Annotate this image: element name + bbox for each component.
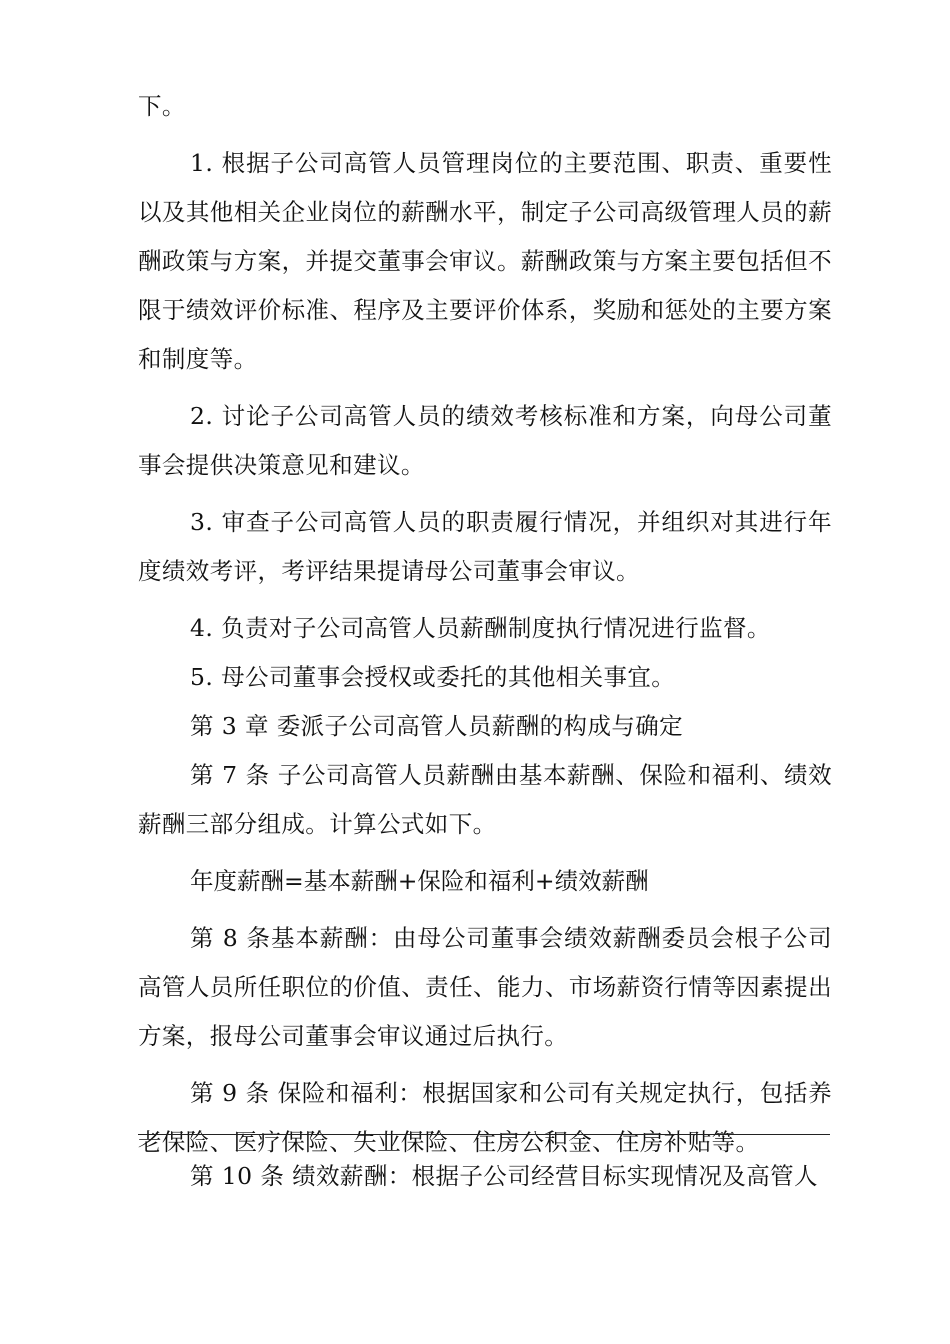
article-9: 第 9 条 保险和福利：根据国家和公司有关规定执行，包括养老保险、医疗保险、失业保险、住房公积金、住房补贴等。: [138, 1079, 832, 1156]
document-body-continued: [138, 1152, 832, 1209]
paragraph-item-2: 2. 讨论子公司高管人员的绩效考核标准和方案，向母公司董事会提供决策意见和建议。: [138, 402, 832, 479]
chapter-3-heading: 第 3 章 委派子公司高管人员薪酬的构成与确定: [190, 712, 684, 740]
paragraph-item-3: 3. 审查子公司高管人员的职责履行情况，并组织对其进行年度绩效考评，考评结果提请母公司董事会审议。: [138, 508, 832, 585]
paragraph-item-5: 5. 母公司董事会授权或委托的其他相关事宜。: [190, 663, 676, 691]
paragraph-continuation: 下。: [138, 92, 186, 120]
article-10: 第 10 条 绩效薪酬：根据子公司经营目标实现情况及高管人: [190, 1162, 818, 1190]
document-body: [138, 82, 832, 1175]
horizontal-divider: [138, 1134, 830, 1135]
article-7: 第 7 条 子公司高管人员薪酬由基本薪酬、保险和福利、绩效薪酬三部分组成。计算公式如下。: [138, 761, 832, 838]
paragraph-item-4: 4. 负责对子公司高管人员薪酬制度执行情况进行监督。: [190, 614, 771, 642]
salary-formula: 年度薪酬=基本薪酬+保险和福利+绩效薪酬: [190, 867, 649, 895]
paragraph-item-1: 1. 根据子公司高管人员管理岗位的主要范围、职责、重要性以及其他相关企业岗位的薪酬水平，制定子公司高级管理人员的薪酬政策与方案，并提交董事会审议。薪酬政策与方案主要包括但不限于绩效评价标准、程序及主要评价体系，奖励和惩处的主要方案和制度等。: [138, 149, 832, 373]
article-8: 第 8 条基本薪酬：由母公司董事会绩效薪酬委员会根子公司高管人员所任职位的价值、责任、能力、市场薪资行情等因素提出方案，报母公司董事会审议通过后执行。: [138, 924, 832, 1050]
